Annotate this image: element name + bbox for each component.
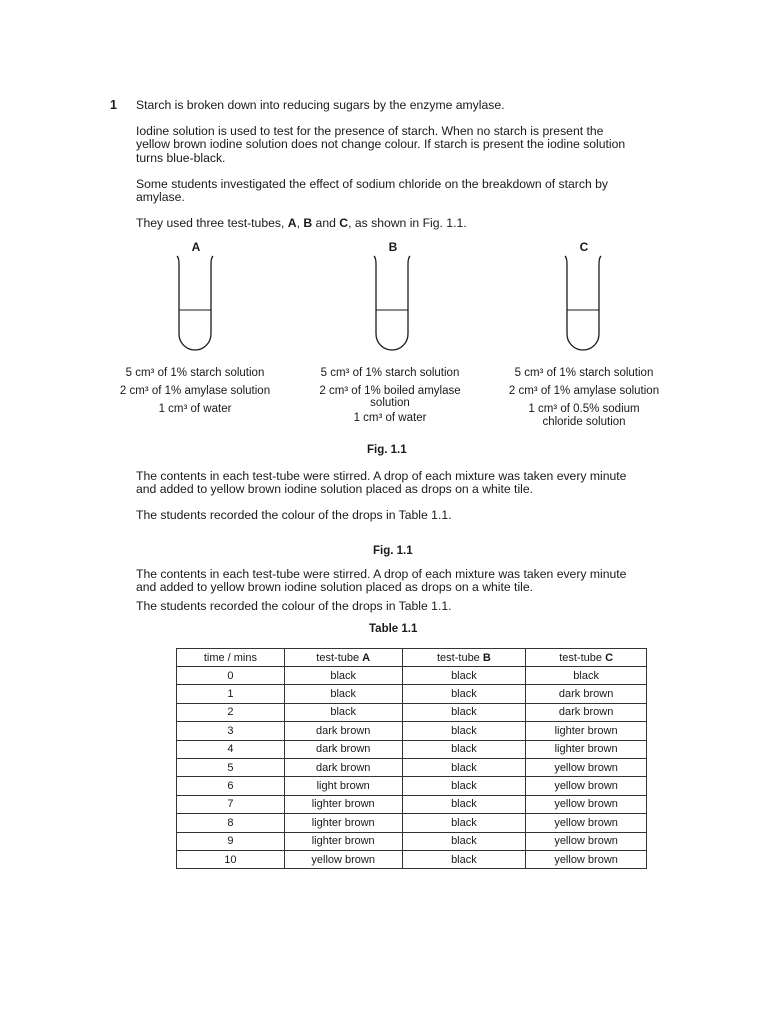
tube-label-b: B <box>388 240 398 254</box>
cell-time: 1 <box>177 685 285 703</box>
table-row <box>177 667 647 685</box>
tube-b-line-4: 1 cm³ of water <box>353 412 427 424</box>
results-table <box>176 648 647 869</box>
table-row <box>177 795 647 813</box>
cell-tube-b: black <box>402 758 526 776</box>
cell-tube-c: dark brown <box>526 703 647 721</box>
cell-tube-a: dark brown <box>284 758 402 776</box>
cell-tube-b: black <box>402 667 526 685</box>
cell-tube-b: black <box>402 722 526 740</box>
table-caption: Table 1.1 <box>369 623 418 635</box>
table-header-row <box>177 649 647 667</box>
tube-a-contents <box>95 367 295 416</box>
cell-tube-c: dark brown <box>526 685 647 703</box>
repeat-stirred-line-2: and added to yellow brown iodine solution placed as drops on a white tile. <box>136 580 534 595</box>
cell-time: 0 <box>177 667 285 685</box>
figure-caption: Fig. 1.1 <box>367 444 407 456</box>
cell-tube-a: black <box>284 667 402 685</box>
header-time: time / mins <box>177 649 285 667</box>
cell-tube-b: black <box>402 795 526 813</box>
tubes-intro-c: C <box>339 216 349 230</box>
tube-b-line-2: 2 cm³ of 1% boiled amylase <box>319 385 461 397</box>
investigation-line-2: amylase. <box>136 190 185 205</box>
table-row <box>177 740 647 758</box>
tube-c-line-3: 1 cm³ of 0.5% sodium <box>528 403 640 415</box>
tube-c-line-4: chloride solution <box>542 416 626 428</box>
header-tube-c-letter: C <box>605 651 614 664</box>
repeat-stirred-line-1: The contents in each test-tube were stirred. A drop of each mixture was taken every minute <box>136 567 627 581</box>
cell-tube-a: light brown <box>284 777 402 795</box>
cell-tube-a: black <box>284 685 402 703</box>
tubes-intro-prefix: They used three test-tubes, <box>136 216 288 230</box>
cell-tube-c: yellow brown <box>526 777 647 795</box>
cell-tube-b: black <box>402 777 526 795</box>
tubes-intro-b: B <box>303 216 313 230</box>
header-tube-a <box>284 649 402 667</box>
stirred-line-2: and added to yellow brown iodine solution placed as drops on a white tile. <box>136 482 534 497</box>
investigation-line-1: Some students investigated the effect of sodium chloride on the breakdown of starch by <box>136 177 608 191</box>
cell-tube-c: yellow brown <box>526 832 647 850</box>
intro-sentence: Starch is broken down into reducing sugars by the enzyme amylase. <box>136 98 505 112</box>
cell-time: 9 <box>177 832 285 850</box>
test-tube-a-drawing <box>170 254 220 366</box>
cell-tube-c: lighter brown <box>526 722 647 740</box>
cell-tube-a: dark brown <box>284 740 402 758</box>
header-tube-a-letter: A <box>362 651 371 664</box>
tube-a-line-1: 5 cm³ of 1% starch solution <box>125 367 265 379</box>
cell-time: 4 <box>177 740 285 758</box>
tube-c-line-2: 2 cm³ of 1% amylase solution <box>508 385 660 397</box>
test-tube-c-drawing <box>558 254 608 366</box>
cell-time: 8 <box>177 814 285 832</box>
cell-time: 7 <box>177 795 285 813</box>
cell-tube-a: black <box>284 703 402 721</box>
cell-time: 2 <box>177 703 285 721</box>
cell-tube-c: yellow brown <box>526 814 647 832</box>
tubes-intro-suffix: , as shown in Fig. 1.1. <box>348 216 467 230</box>
cell-tube-b: black <box>402 685 526 703</box>
cell-tube-b: black <box>402 814 526 832</box>
repeat-stirred-paragraph <box>136 568 706 595</box>
header-tube-c <box>526 649 647 667</box>
table-row <box>177 722 647 740</box>
tubes-intro-a: A <box>287 216 297 230</box>
repeat-recorded-sentence: The students recorded the colour of the drops in Table 1.1. <box>136 599 452 613</box>
tubes-intro-sep2: and <box>312 216 340 230</box>
cell-tube-c: yellow brown <box>526 850 647 868</box>
cell-tube-a: lighter brown <box>284 832 402 850</box>
iodine-paragraph <box>136 125 696 165</box>
cell-time: 5 <box>177 758 285 776</box>
iodine-line-2: yellow brown iodine solution does not change colour. If starch is present the iodine solution <box>136 137 626 152</box>
cell-tube-b: black <box>402 740 526 758</box>
cell-tube-b: black <box>402 832 526 850</box>
tubes-intro-sep1: , <box>296 216 304 230</box>
iodine-line-3: turns blue-black. <box>136 150 226 165</box>
tube-b-line-3: solution <box>370 397 410 409</box>
cell-time: 10 <box>177 850 285 868</box>
header-tube-a-prefix: test-tube <box>316 651 363 664</box>
tube-b-line-1: 5 cm³ of 1% starch solution <box>320 367 460 379</box>
question-number: 1 <box>110 98 117 112</box>
cell-tube-a: dark brown <box>284 722 402 740</box>
header-tube-b-prefix: test-tube <box>437 651 483 664</box>
cell-time: 3 <box>177 722 285 740</box>
header-tube-c-prefix: test-tube <box>559 651 606 664</box>
iodine-line-1: Iodine solution is used to test for the presence of starch. When no starch is present the <box>136 124 604 138</box>
cell-tube-a: lighter brown <box>284 795 402 813</box>
table-row <box>177 685 647 703</box>
tube-a-line-3: 1 cm³ of water <box>158 403 232 415</box>
table-row <box>177 850 647 868</box>
table-row <box>177 703 647 721</box>
recorded-sentence: The students recorded the colour of the drops in Table 1.1. <box>136 508 452 522</box>
tube-c-contents <box>484 367 684 429</box>
cell-tube-c: yellow brown <box>526 758 647 776</box>
header-tube-b <box>402 649 526 667</box>
stirred-line-1: The contents in each test-tube were stirred. A drop of each mixture was taken every minute <box>136 469 627 483</box>
cell-tube-a: lighter brown <box>284 814 402 832</box>
header-tube-b-letter: B <box>482 651 491 664</box>
table-row <box>177 832 647 850</box>
table-row <box>177 758 647 776</box>
tubes-intro <box>136 217 467 230</box>
table-row <box>177 777 647 795</box>
tube-label-a: A <box>191 240 201 254</box>
cell-tube-c: yellow brown <box>526 795 647 813</box>
tube-label-c: C <box>579 240 589 254</box>
tube-a-line-2: 2 cm³ of 1% amylase solution <box>119 385 271 397</box>
investigation-paragraph <box>136 178 696 205</box>
tube-b-contents <box>290 367 490 425</box>
cell-tube-c: lighter brown <box>526 740 647 758</box>
table-row <box>177 814 647 832</box>
repeat-figure-caption: Fig. 1.1 <box>373 545 413 557</box>
stirred-paragraph <box>136 470 696 497</box>
cell-tube-b: black <box>402 850 526 868</box>
test-tube-b-drawing <box>367 254 417 366</box>
tube-c-line-1: 5 cm³ of 1% starch solution <box>514 367 654 379</box>
cell-time: 6 <box>177 777 285 795</box>
cell-tube-c: black <box>526 667 647 685</box>
cell-tube-a: yellow brown <box>284 850 402 868</box>
cell-tube-b: black <box>402 703 526 721</box>
